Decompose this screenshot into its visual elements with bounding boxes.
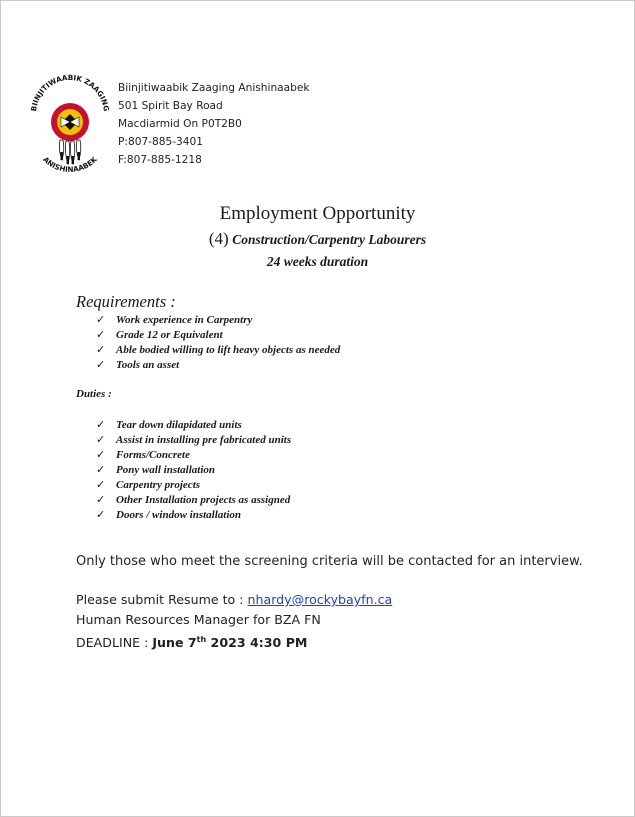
check-icon: ✓ bbox=[96, 464, 106, 476]
check-icon: ✓ bbox=[96, 509, 106, 521]
deadline-line bbox=[76, 630, 392, 653]
position-count: (4) bbox=[208, 229, 229, 248]
submission-block bbox=[76, 590, 392, 653]
duty-text: Tear down dilapidated units bbox=[116, 419, 242, 431]
duty-text: Doors / window installation bbox=[116, 509, 242, 521]
position-role: Construction/Carpentry Labourers bbox=[232, 232, 427, 247]
check-icon: ✓ bbox=[96, 344, 106, 356]
list-item bbox=[96, 493, 291, 508]
list-item bbox=[96, 463, 291, 478]
screening-notice: Only those who meet the screening criteria will be contacted for an interview. bbox=[76, 554, 583, 569]
deadline-day: June 7 bbox=[152, 635, 197, 651]
check-icon: ✓ bbox=[96, 359, 106, 371]
list-item bbox=[96, 418, 291, 433]
deadline-suffix: th bbox=[196, 635, 207, 644]
list-item bbox=[96, 508, 291, 523]
requirements-list bbox=[96, 313, 340, 373]
address-line-2: Macdiarmid On P0T2B0 bbox=[118, 118, 242, 130]
contact-title: Human Resources Manager for BZA FN bbox=[76, 612, 321, 627]
submit-line bbox=[76, 590, 392, 610]
organization-address-block bbox=[118, 79, 310, 169]
phone-number: P:807-885-3401 bbox=[118, 136, 204, 148]
duties-heading: Duties : bbox=[76, 388, 112, 400]
list-item bbox=[96, 478, 291, 493]
list-item bbox=[96, 328, 340, 343]
check-icon: ✓ bbox=[96, 434, 106, 446]
check-icon: ✓ bbox=[96, 449, 106, 461]
list-item bbox=[96, 313, 340, 328]
email-link[interactable]: nhardy@rockybayfn.ca bbox=[247, 592, 393, 607]
list-item bbox=[96, 448, 291, 463]
check-icon: ✓ bbox=[96, 479, 106, 491]
deadline-rest: 2023 4:30 PM bbox=[206, 635, 308, 651]
requirement-text: Tools an asset bbox=[116, 359, 180, 371]
check-icon: ✓ bbox=[96, 419, 106, 431]
address-line-1: 501 Spirit Bay Road bbox=[118, 100, 223, 112]
fax-number: F:807-885-1218 bbox=[118, 154, 202, 166]
requirement-text: Work experience in Carpentry bbox=[116, 314, 253, 326]
duty-text: Forms/Concrete bbox=[116, 449, 190, 461]
duties-list bbox=[96, 418, 291, 523]
logo-top-text: BIINJITIWAABIK ZAAGING bbox=[29, 74, 111, 112]
duty-text: Pony wall installation bbox=[116, 464, 216, 476]
list-item bbox=[96, 343, 340, 358]
duty-text: Carpentry projects bbox=[116, 479, 201, 491]
duty-text: Other Installation projects as assigned bbox=[116, 494, 291, 506]
posting-header bbox=[0, 202, 635, 272]
check-icon: ✓ bbox=[96, 494, 106, 506]
requirement-text: Grade 12 or Equivalent bbox=[116, 329, 223, 341]
check-icon: ✓ bbox=[96, 329, 106, 341]
duty-text: Assist in installing pre fabricated units bbox=[116, 434, 292, 446]
check-icon: ✓ bbox=[96, 314, 106, 326]
position-line bbox=[0, 228, 635, 252]
requirement-text: Able bodied willing to lift heavy objects as needed bbox=[116, 344, 341, 356]
deadline-value bbox=[152, 635, 307, 650]
position-duration: 24 weeks duration bbox=[266, 254, 369, 269]
page-title: Employment Opportunity bbox=[219, 203, 416, 224]
list-item bbox=[96, 358, 340, 373]
deadline-label: DEADLINE : bbox=[76, 635, 153, 651]
logo-bottom-text: ANISHINAABEK bbox=[41, 154, 99, 174]
list-item bbox=[96, 433, 291, 448]
organization-logo bbox=[28, 74, 112, 178]
svg-text:ANISHINAABEK bbox=[41, 155, 99, 174]
organization-name: Biinjitiwaabik Zaaging Anishinaabek bbox=[118, 82, 310, 94]
submit-label: Please submit Resume to : bbox=[76, 592, 248, 607]
requirements-heading: Requirements : bbox=[76, 292, 176, 311]
